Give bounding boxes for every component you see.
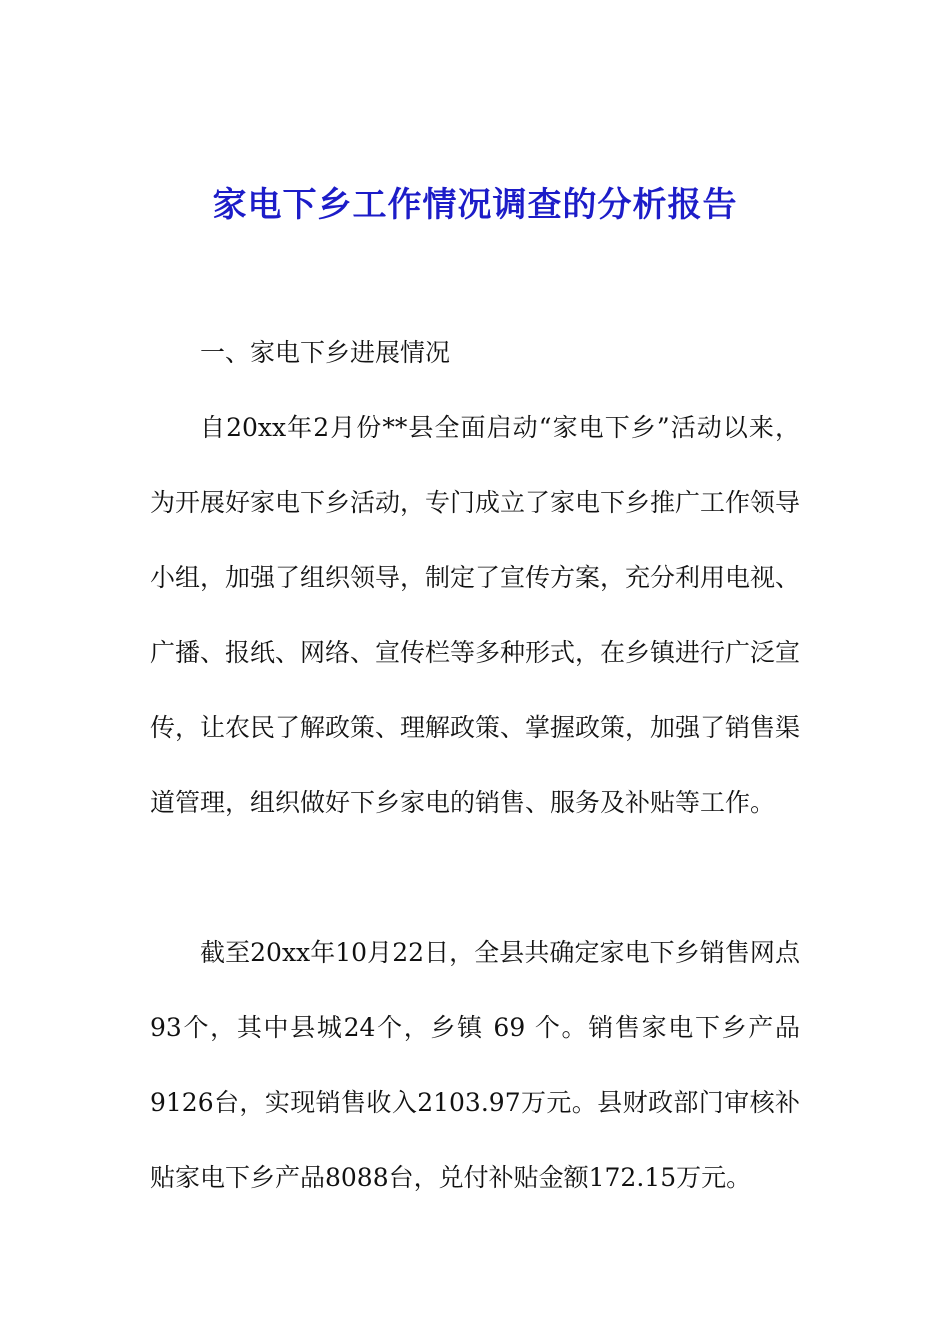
- paragraph-1: 自20xx年2月份**县全面启动“家电下乡”活动以来，为开展好家电下乡活动，专门成立了家电下乡推广工作领导小组，加强了组织领导，制定了宣传方案，充分利用电视、广播、报纸、网络、宣传栏等多种形式，在乡镇进行广泛宣传，让农民了解政策、理解政策、掌握政策，加强了销售渠道管理，组织做好下乡家电的销售、服务及补贴等工作。: [150, 413, 801, 817]
- section-heading: 一、家电下乡进展情况: [200, 338, 451, 367]
- document-title: 家电下乡工作情况调查的分析报告: [212, 185, 738, 225]
- paragraph-2: 截至20xx年10月22日，全县共确定家电下乡销售网点93个，其中县城24个，乡镇 69 个。销售家电下乡产品9126台，实现销售收入2103.97万元。县财政部门审核补贴家电下乡产品8088台，兑付补贴金额172.15万元。: [150, 938, 800, 1192]
